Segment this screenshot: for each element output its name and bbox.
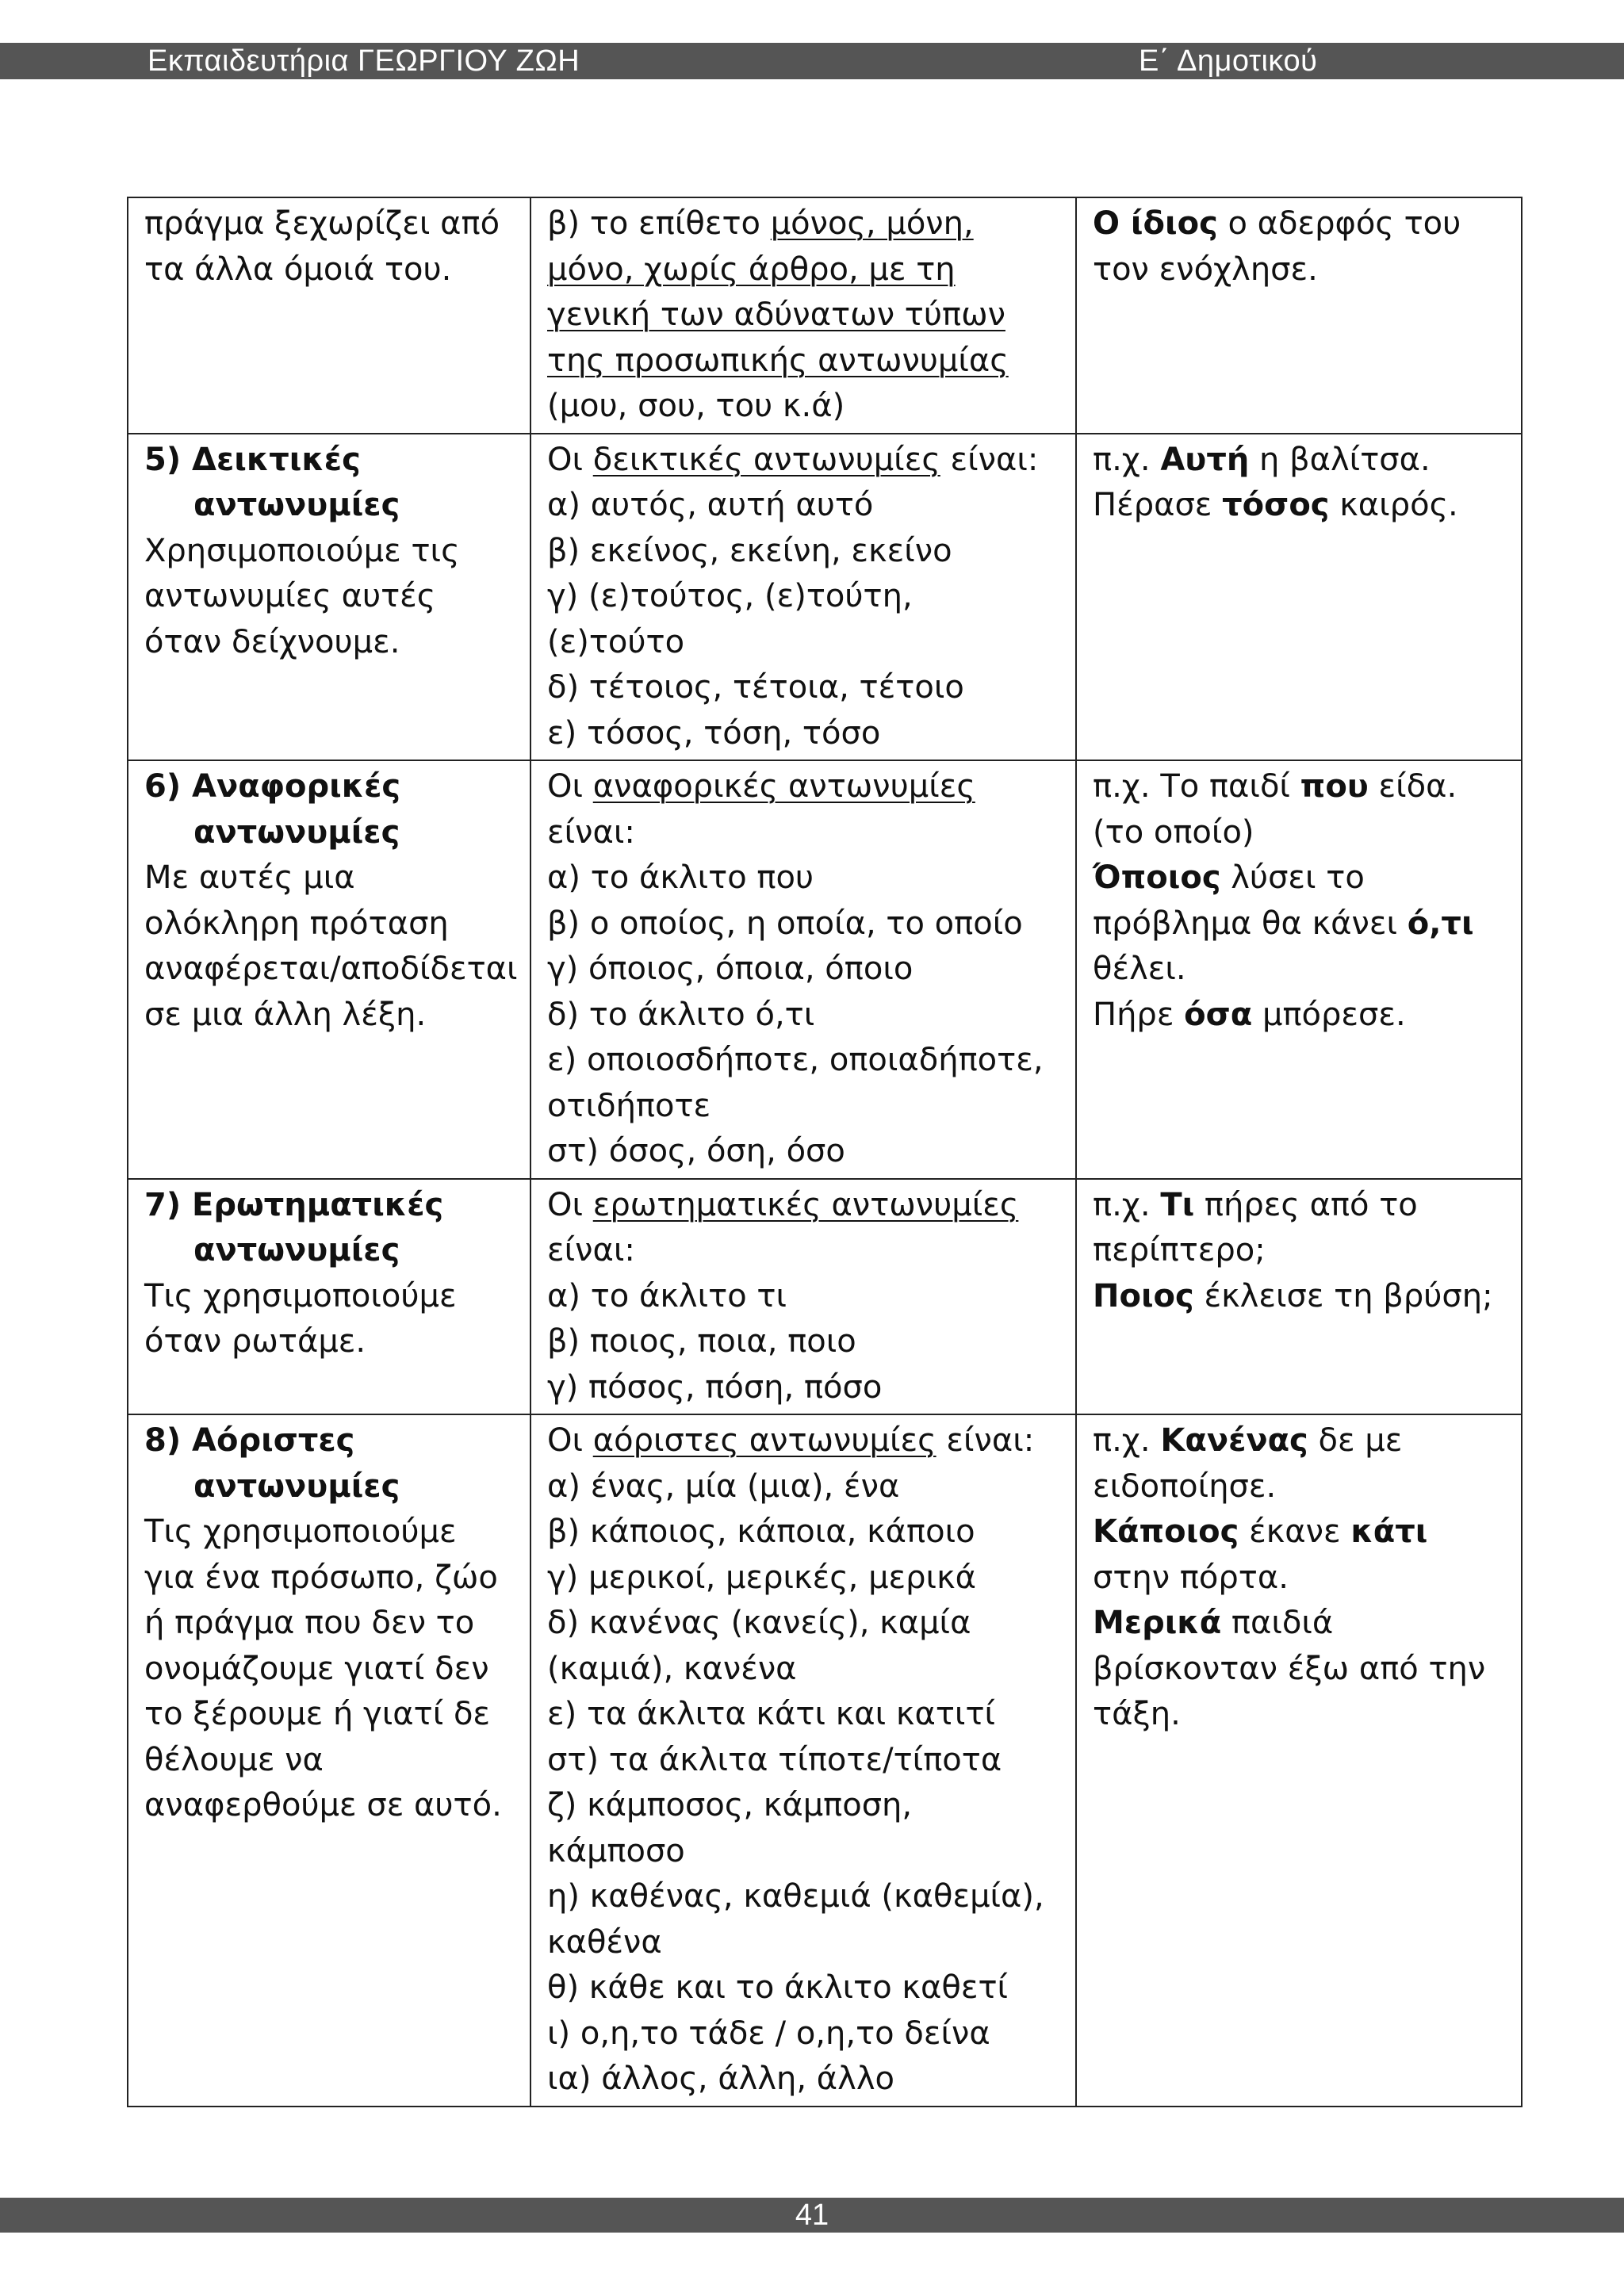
example-line bbox=[1093, 1556, 1508, 1601]
description-line: ή πράγμα που δεν το bbox=[144, 1605, 475, 1641]
text-segment: β) κάποιος, κάποια, κάποιο bbox=[547, 1513, 975, 1550]
text-segment: μόνο, χωρίς άρθρο, με τη bbox=[547, 251, 956, 288]
example-line bbox=[1093, 1228, 1508, 1274]
pronoun-type-title: 8) Αόριστες bbox=[144, 1422, 355, 1459]
text-segment: λύσει το bbox=[1220, 859, 1365, 896]
text-segment: β) το επίθετο bbox=[547, 205, 771, 242]
example-line bbox=[1093, 1510, 1508, 1556]
example-line bbox=[1093, 947, 1508, 993]
text-segment: αναφορικές αντωνυμίες bbox=[592, 768, 975, 805]
example-line bbox=[1093, 1274, 1508, 1320]
text-segment: δ) τέτοιος, τέτοια, τέτοιο bbox=[547, 669, 964, 706]
description-line: για ένα πρόσωπο, ζώο bbox=[144, 1559, 498, 1596]
text-segment: είναι: bbox=[940, 441, 1039, 478]
text-segment: γ) (ε)τούτος, (ε)τούτη, bbox=[547, 578, 913, 614]
forms-cell bbox=[530, 1179, 1076, 1415]
text-segment: είναι: bbox=[547, 1232, 635, 1269]
table-row bbox=[128, 760, 1522, 1179]
text-segment: ο αδερφός του bbox=[1217, 205, 1461, 242]
page-footer bbox=[0, 2198, 1624, 2233]
text-segment: μπόρεσε. bbox=[1252, 996, 1406, 1033]
table-row bbox=[128, 1179, 1522, 1415]
text-segment: (καμιά), κανένα bbox=[547, 1650, 797, 1687]
forms-line bbox=[547, 483, 1063, 529]
text-segment: ό,τι bbox=[1407, 905, 1474, 942]
forms-cell bbox=[530, 1414, 1076, 2107]
text-segment: καθένα bbox=[547, 1923, 662, 1961]
forms-line bbox=[547, 1601, 1063, 1647]
text-segment: β) ποιος, ποια, ποιο bbox=[547, 1323, 856, 1360]
page-header bbox=[0, 43, 1624, 79]
forms-line bbox=[547, 1464, 1063, 1510]
pronoun-type-cell bbox=[128, 1414, 530, 2107]
example-line bbox=[1093, 201, 1508, 247]
text-segment: Όποιος bbox=[1093, 859, 1221, 896]
description-line: ονομάζουμε γιατί δεν bbox=[144, 1650, 489, 1687]
forms-line bbox=[547, 810, 1063, 856]
example-line bbox=[1093, 1183, 1508, 1229]
text-segment: θέλει. bbox=[1093, 951, 1186, 987]
forms-line bbox=[547, 1129, 1063, 1175]
page-number: 41 bbox=[795, 2198, 829, 2232]
description-line: αντωνυμίες αυτές bbox=[144, 578, 436, 614]
text-segment: Οι bbox=[547, 1186, 593, 1223]
description-line: Με αυτές μια bbox=[144, 859, 355, 896]
pronoun-type-cell bbox=[128, 434, 530, 761]
forms-cell bbox=[530, 760, 1076, 1179]
pronouns-table bbox=[127, 197, 1522, 2107]
grade-label: Ε΄ Δημοτικού bbox=[1139, 44, 1318, 78]
pronoun-type-cell bbox=[128, 197, 530, 434]
text-segment: Κανένας bbox=[1160, 1422, 1308, 1459]
forms-line bbox=[547, 201, 1063, 247]
text-segment: α) το άκλιτο που bbox=[547, 859, 814, 896]
text-segment: α) ένας, μία (μια), ένα bbox=[547, 1468, 900, 1505]
description-line: Χρησιμοποιούμε τις bbox=[144, 532, 460, 569]
forms-line bbox=[547, 1365, 1063, 1411]
text-segment: Πήρε bbox=[1093, 996, 1185, 1033]
text-segment: α) αυτός, αυτή αυτό bbox=[547, 487, 874, 523]
text-segment: ερωτηματικές αντωνυμίες bbox=[592, 1186, 1019, 1223]
text-segment: κάτι bbox=[1350, 1513, 1428, 1550]
text-segment: οτιδήποτε bbox=[547, 1087, 711, 1124]
text-segment: είναι: bbox=[936, 1422, 1035, 1459]
example-line bbox=[1093, 1692, 1508, 1738]
text-segment: ε) τόσος, τόση, τόσο bbox=[547, 714, 881, 752]
description-line: το ξέρουμε ή γιατί δε bbox=[144, 1696, 491, 1732]
forms-line bbox=[547, 711, 1063, 757]
pronoun-type-title-cont: αντωνυμίες bbox=[193, 1232, 400, 1269]
forms-line bbox=[547, 438, 1063, 484]
description-line: όταν ρωτάμε. bbox=[144, 1323, 366, 1360]
text-segment: (μου, σου, του κ.ά) bbox=[547, 388, 845, 424]
forms-line bbox=[547, 1228, 1063, 1274]
text-segment: δ) το άκλιτο ό,τι bbox=[547, 996, 815, 1033]
examples-cell bbox=[1076, 434, 1522, 761]
example-line bbox=[1093, 764, 1508, 810]
forms-line bbox=[547, 1647, 1063, 1693]
forms-cell bbox=[530, 197, 1076, 434]
description-line: σε μια άλλη λέξη. bbox=[144, 996, 427, 1033]
text-segment: γενική των αδύνατων τύπων bbox=[547, 297, 1005, 333]
forms-line bbox=[547, 1274, 1063, 1320]
text-segment: π.χ. bbox=[1093, 441, 1161, 478]
forms-line bbox=[547, 293, 1063, 339]
text-segment: όσα bbox=[1184, 996, 1253, 1033]
description-line: ολόκληρη πρόταση bbox=[144, 905, 449, 942]
description-line: Τις χρησιμοποιούμε bbox=[144, 1277, 457, 1314]
table-body bbox=[128, 197, 1522, 2107]
text-segment: κάμποσο bbox=[547, 1832, 685, 1869]
description-line: αναφέρεται/αποδίδεται bbox=[144, 951, 518, 987]
text-segment: στ) τα άκλιτα τίποτε/τίποτα bbox=[547, 1741, 1002, 1778]
text-segment: π.χ. Το παιδί bbox=[1093, 768, 1300, 805]
text-segment: γ) όποιος, όποια, όποιο bbox=[547, 951, 914, 987]
pronoun-type-cell bbox=[128, 760, 530, 1179]
forms-line bbox=[547, 1920, 1063, 1966]
forms-line bbox=[547, 1738, 1063, 1784]
text-segment: α) το άκλιτο τι bbox=[547, 1277, 787, 1314]
text-segment: π.χ. bbox=[1093, 1186, 1161, 1223]
forms-line bbox=[547, 247, 1063, 293]
examples-cell bbox=[1076, 1414, 1522, 2107]
pronoun-type-title: 6) Αναφορικές bbox=[144, 768, 401, 805]
text-segment: ι) ο,η,το τάδε / ο,η,το δείνα bbox=[547, 2015, 990, 2052]
text-segment: Οι bbox=[547, 441, 593, 478]
text-segment: δ) κανένας (κανείς), καμία bbox=[547, 1605, 971, 1641]
text-segment: Ποιος bbox=[1093, 1277, 1194, 1314]
table-row bbox=[128, 1414, 1522, 2107]
example-line bbox=[1093, 901, 1508, 947]
example-line bbox=[1093, 1418, 1508, 1464]
table-row bbox=[128, 197, 1522, 434]
text-segment: τον ενόχλησε. bbox=[1093, 251, 1318, 288]
example-line bbox=[1093, 438, 1508, 484]
forms-line bbox=[547, 993, 1063, 1039]
examples-cell bbox=[1076, 760, 1522, 1179]
text-segment: δε με bbox=[1308, 1422, 1403, 1459]
text-segment: της προσωπικής αντωνυμίας bbox=[547, 342, 1009, 379]
forms-line bbox=[547, 620, 1063, 666]
text-segment: γ) πόσος, πόση, πόσο bbox=[547, 1368, 883, 1406]
forms-line bbox=[547, 947, 1063, 993]
forms-line bbox=[547, 1183, 1063, 1229]
description-line: πράγμα ξεχωρίζει από bbox=[144, 205, 500, 242]
text-segment: τόσος bbox=[1222, 487, 1330, 523]
forms-line bbox=[547, 2057, 1063, 2103]
example-line bbox=[1093, 1647, 1508, 1693]
text-segment: γ) μερικοί, μερικές, μερικά bbox=[547, 1559, 977, 1596]
pronoun-type-title: 7) Ερωτηματικές bbox=[144, 1186, 444, 1223]
text-segment: Οι bbox=[547, 1422, 593, 1459]
text-segment: Οι bbox=[547, 768, 593, 805]
description-line: θέλουμε να bbox=[144, 1741, 324, 1778]
text-segment: στην πόρτα. bbox=[1093, 1559, 1289, 1596]
text-segment: θ) κάθε και το άκλιτο καθετί bbox=[547, 1969, 1009, 2006]
text-segment: αόριστες αντωνυμίες bbox=[592, 1422, 936, 1459]
description-line: τα άλλα όμοιά του. bbox=[144, 251, 452, 288]
school-name: Εκπαιδευτήρια ΓΕΩΡΓΙΟΥ ΖΩΗ bbox=[147, 44, 580, 78]
text-segment: έκλεισε τη βρύση; bbox=[1193, 1277, 1493, 1314]
forms-line bbox=[547, 2011, 1063, 2057]
description-line: αναφερθούμε σε αυτό. bbox=[144, 1787, 502, 1823]
text-segment: Αυτή bbox=[1160, 441, 1250, 478]
pronoun-type-title-cont: αντωνυμίες bbox=[193, 813, 400, 851]
text-segment: έκανε bbox=[1239, 1513, 1351, 1550]
example-line bbox=[1093, 1601, 1508, 1647]
text-segment: πήρες από το bbox=[1194, 1186, 1418, 1223]
forms-line bbox=[547, 1783, 1063, 1829]
forms-line bbox=[547, 1510, 1063, 1556]
text-segment: η βαλίτσα. bbox=[1249, 441, 1431, 478]
text-segment: (ε)τούτο bbox=[547, 623, 685, 660]
forms-line bbox=[547, 764, 1063, 810]
forms-line bbox=[547, 1874, 1063, 1920]
forms-line bbox=[547, 1692, 1063, 1738]
table-row bbox=[128, 434, 1522, 761]
text-segment: (το οποίο) bbox=[1093, 813, 1254, 851]
forms-cell bbox=[530, 434, 1076, 761]
text-segment: β) ο οποίος, η οποία, το οποίο bbox=[547, 905, 1023, 942]
text-segment: παιδιά bbox=[1221, 1605, 1334, 1641]
text-segment: ια) άλλος, άλλη, άλλο bbox=[547, 2061, 894, 2097]
forms-line bbox=[547, 901, 1063, 947]
pronoun-type-cell bbox=[128, 1179, 530, 1415]
pronoun-type-title-cont: αντωνυμίες bbox=[193, 1468, 400, 1505]
text-segment: η) καθένας, καθεμιά (καθεμία), bbox=[547, 1878, 1044, 1915]
text-segment: μόνος, μόνη, bbox=[770, 205, 974, 242]
example-line bbox=[1093, 810, 1508, 856]
text-segment: δεικτικές αντωνυμίες bbox=[592, 441, 940, 478]
forms-line bbox=[547, 574, 1063, 620]
forms-line bbox=[547, 1038, 1063, 1084]
description-line: Τις χρησιμοποιούμε bbox=[144, 1513, 457, 1550]
text-segment: ε) τα άκλιτα κάτι και κατιτί bbox=[547, 1696, 996, 1732]
text-segment: περίπτερο; bbox=[1093, 1232, 1266, 1269]
text-segment: που bbox=[1300, 768, 1369, 805]
forms-line bbox=[547, 665, 1063, 711]
example-line bbox=[1093, 993, 1508, 1039]
forms-line bbox=[547, 384, 1063, 430]
text-segment: ειδοποίησε. bbox=[1093, 1468, 1277, 1505]
text-segment: τάξη. bbox=[1093, 1696, 1181, 1732]
text-segment: Μερικά bbox=[1093, 1605, 1222, 1641]
examples-cell bbox=[1076, 197, 1522, 434]
text-segment: Τι bbox=[1160, 1186, 1195, 1223]
pronoun-type-title: 5) Δεικτικές bbox=[144, 441, 361, 478]
forms-line bbox=[547, 1084, 1063, 1130]
text-segment: βρίσκονταν έξω από την bbox=[1093, 1650, 1486, 1687]
pronoun-type-title-cont: αντωνυμίες bbox=[193, 487, 400, 523]
examples-cell bbox=[1076, 1179, 1522, 1415]
text-segment: Ο ίδιος bbox=[1093, 205, 1218, 242]
forms-line bbox=[547, 1418, 1063, 1464]
forms-line bbox=[547, 855, 1063, 901]
description-line: όταν δείχνουμε. bbox=[144, 623, 400, 660]
text-segment: ζ) κάμποσος, κάμποση, bbox=[547, 1787, 913, 1823]
example-line bbox=[1093, 483, 1508, 529]
forms-line bbox=[547, 1556, 1063, 1601]
text-segment: είδα. bbox=[1368, 768, 1457, 805]
example-line bbox=[1093, 1464, 1508, 1510]
forms-line bbox=[547, 1829, 1063, 1875]
forms-line bbox=[547, 529, 1063, 575]
text-segment: Κάποιος bbox=[1093, 1513, 1239, 1550]
example-line bbox=[1093, 247, 1508, 293]
text-segment: καιρός. bbox=[1329, 487, 1458, 523]
text-segment: π.χ. bbox=[1093, 1422, 1161, 1459]
forms-line bbox=[547, 339, 1063, 385]
forms-line bbox=[547, 1319, 1063, 1365]
text-segment: Πέρασε bbox=[1093, 487, 1223, 523]
forms-line bbox=[547, 1965, 1063, 2011]
example-line bbox=[1093, 855, 1508, 901]
text-segment: ε) οποιοσδήποτε, οποιαδήποτε, bbox=[547, 1042, 1044, 1078]
text-segment: στ) όσος, όση, όσο bbox=[547, 1133, 845, 1169]
text-segment: είναι: bbox=[547, 813, 635, 851]
text-segment: β) εκείνος, εκείνη, εκείνο bbox=[547, 532, 952, 569]
text-segment: πρόβλημα θα κάνει bbox=[1093, 905, 1408, 942]
